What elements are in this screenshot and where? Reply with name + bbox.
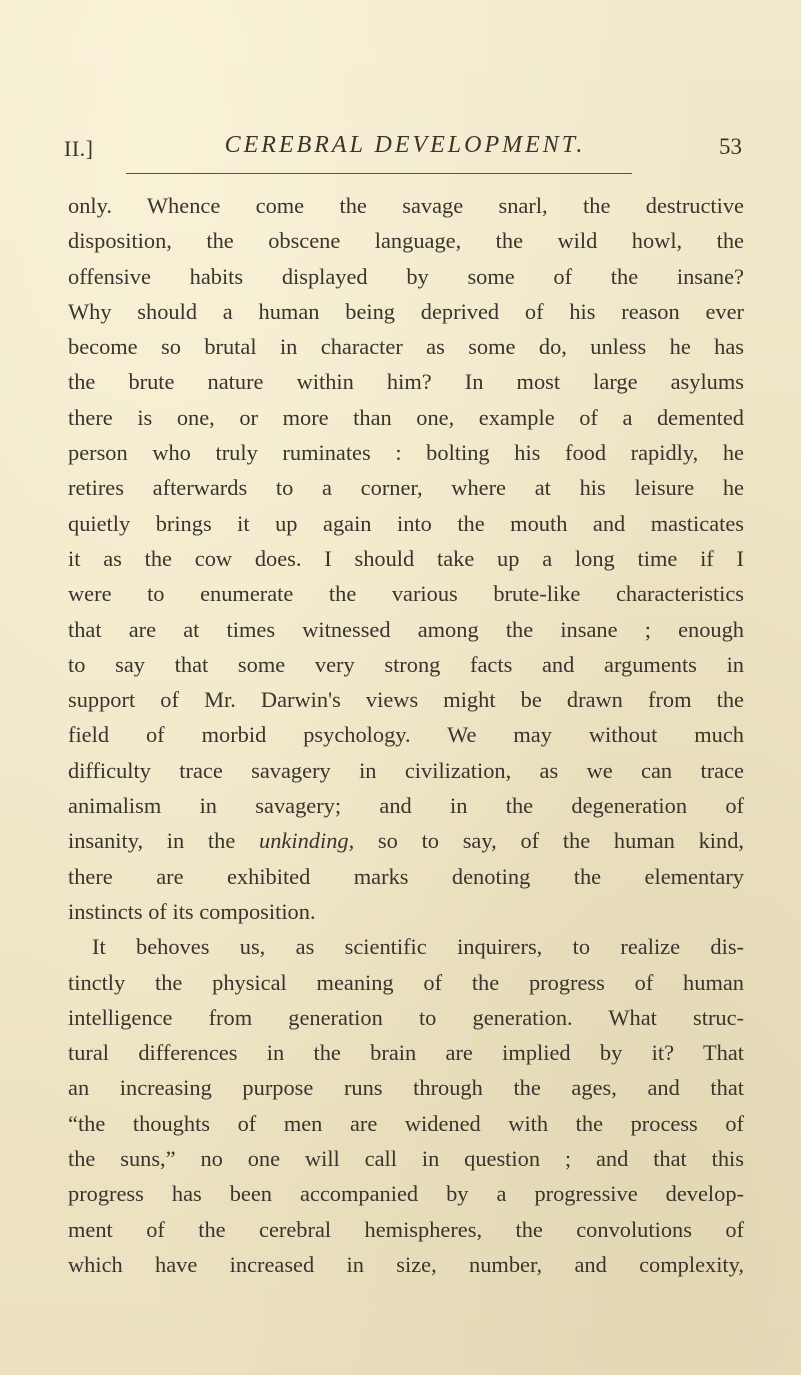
text-line: quietly brings it up again into the mouth and masticates [68, 510, 744, 536]
text-line: animalism in savagery; and in the degeneration of [68, 793, 744, 819]
text-line: person who truly ruminates : bolting his food rapidly, he [68, 440, 744, 466]
text-line: disposition, the obscene language, the wild howl, the [68, 228, 744, 254]
text-line: that are at times witnessed among the insane ; enough [68, 616, 744, 642]
text-line: there are exhibited marks denoting the elementary [68, 863, 744, 889]
text-line: it as the cow does. I should take up a long time if I [68, 545, 744, 571]
text-line: only. Whence come the savage snarl, the destructive [68, 193, 744, 218]
text-line: ment of the cerebral hemispheres, the convolutions of [68, 1216, 744, 1242]
text-segment: insanity, in the [68, 828, 260, 854]
chapter-number: II.] [64, 136, 94, 161]
paragraph-start-line: It behoves us, as scientific inquirers, to realize dis- [92, 934, 744, 960]
text-line: intelligence from generation to generation. What struc- [68, 1004, 744, 1030]
text-line: to say that some very strong facts and arguments in [68, 651, 744, 677]
running-head [60, 128, 750, 168]
text-line: retires afterwards to a corner, where at his leisure he [68, 475, 744, 501]
text-segment: so to say, of the human kind, [354, 828, 744, 854]
text-line: Why should a human being deprived of his reason ever [68, 298, 744, 324]
text-line: the suns,” no one will call in question ; and that this [68, 1146, 744, 1172]
text-line: there is one, or more than one, example of a demented [68, 404, 744, 430]
text-line: field of morbid psychology. We may without much [68, 722, 744, 748]
text-line: support of Mr. Darwin's views might be drawn from the [68, 687, 744, 713]
text-line: tural differences in the brain are implied by it? That [68, 1040, 744, 1066]
text-line: “the thoughts of men are widened with the process of [68, 1110, 744, 1136]
header-rule [126, 173, 632, 174]
text-line: the brute nature within him? In most large asylums [68, 369, 744, 395]
text-line: which have increased in size, number, and complexity, [68, 1251, 744, 1277]
italic-word: unkinding, [259, 828, 355, 854]
page-number: 53 [719, 134, 742, 159]
text-line: progress has been accompanied by a progressive develop- [68, 1181, 744, 1207]
body-text [68, 188, 744, 1282]
text-line: were to enumerate the various brute-like characteristics [68, 581, 744, 607]
text-line: offensive habits displayed by some of the insane? [68, 263, 744, 289]
text-line: tinctly the physical meaning of the progress of human [68, 969, 744, 995]
text-line: become so brutal in character as some do, unless he has [68, 334, 744, 360]
running-title: CEREBRAL DEVELOPMENT. [224, 132, 586, 158]
text-line: an increasing purpose runs through the ages, and that [68, 1075, 744, 1101]
text-line-italic [68, 823, 744, 858]
paragraph-end-line: instincts of its composition. [68, 898, 316, 924]
text-line: difficulty trace savagery in civilization, as we can trace [68, 757, 744, 783]
